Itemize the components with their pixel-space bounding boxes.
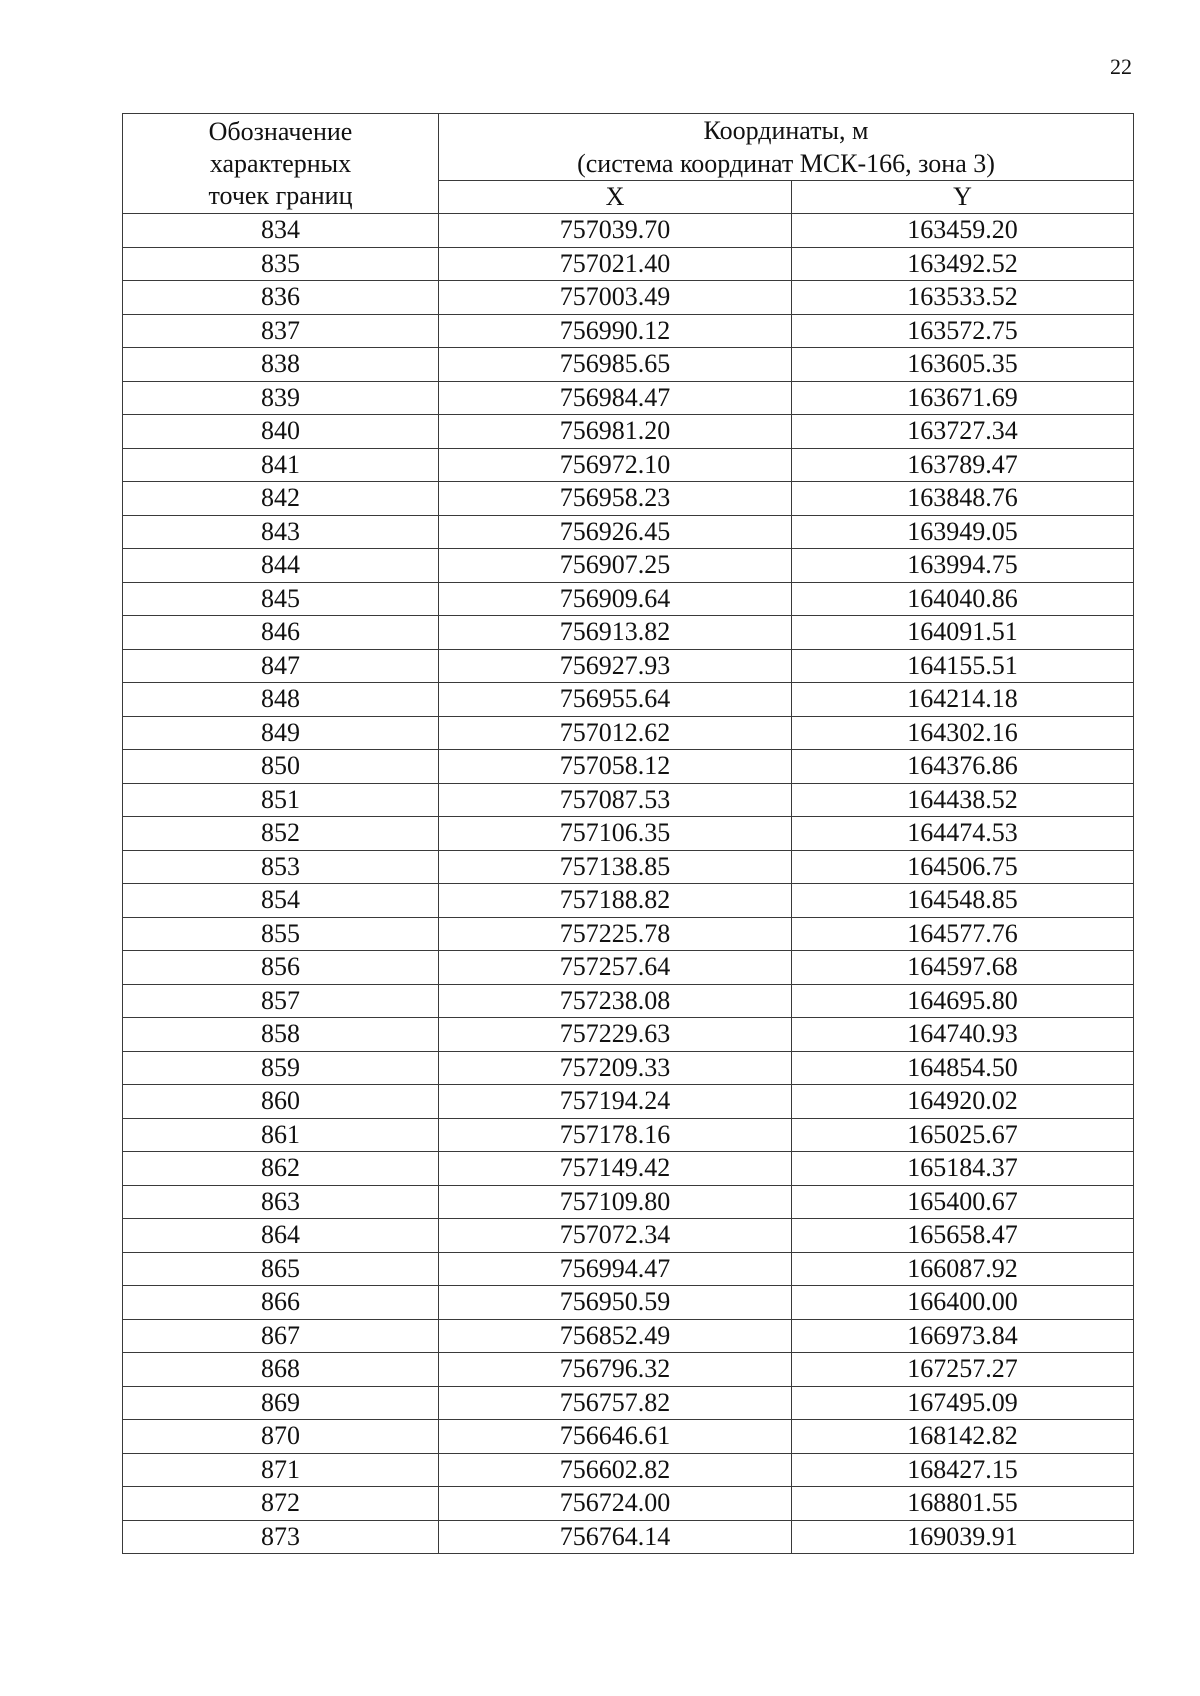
x-coordinate-cell: 756909.64 — [439, 582, 792, 616]
coordinates-table — [122, 113, 1134, 1554]
x-coordinate-cell: 757109.80 — [439, 1185, 792, 1219]
y-coordinate-cell: 164506.75 — [792, 850, 1134, 884]
y-coordinate-cell: 165400.67 — [792, 1185, 1134, 1219]
y-coordinate-cell: 167495.09 — [792, 1386, 1134, 1420]
point-number-cell: 855 — [123, 917, 439, 951]
point-number-cell: 861 — [123, 1118, 439, 1152]
x-coordinate-cell: 756950.59 — [439, 1286, 792, 1320]
x-coordinate-cell: 757238.08 — [439, 984, 792, 1018]
header-point-line: точек границ — [208, 180, 353, 210]
table-row — [123, 1319, 1134, 1353]
point-number-cell: 844 — [123, 549, 439, 583]
y-coordinate-cell: 164040.86 — [792, 582, 1134, 616]
point-number-cell: 849 — [123, 716, 439, 750]
x-coordinate-cell: 756958.23 — [439, 482, 792, 516]
y-coordinate-cell: 163572.75 — [792, 314, 1134, 348]
table-row — [123, 850, 1134, 884]
point-number-cell: 836 — [123, 281, 439, 315]
x-coordinate-cell: 756926.45 — [439, 515, 792, 549]
x-coordinate-cell: 756913.82 — [439, 616, 792, 650]
x-coordinate-cell: 756981.20 — [439, 415, 792, 449]
table-row — [123, 1051, 1134, 1085]
x-coordinate-cell: 756796.32 — [439, 1353, 792, 1387]
table-row — [123, 515, 1134, 549]
point-number-cell: 852 — [123, 817, 439, 851]
point-number-cell: 842 — [123, 482, 439, 516]
x-coordinate-cell: 757229.63 — [439, 1018, 792, 1052]
point-number-cell: 866 — [123, 1286, 439, 1320]
point-number-cell: 837 — [123, 314, 439, 348]
header-y: Y — [792, 181, 1134, 214]
y-coordinate-cell: 165184.37 — [792, 1152, 1134, 1186]
x-coordinate-cell: 757149.42 — [439, 1152, 792, 1186]
header-coords-line: Координаты, м — [703, 116, 869, 145]
y-coordinate-cell: 163789.47 — [792, 448, 1134, 482]
x-coordinate-cell: 757012.62 — [439, 716, 792, 750]
y-coordinate-cell: 168801.55 — [792, 1487, 1134, 1521]
y-coordinate-cell: 166973.84 — [792, 1319, 1134, 1353]
x-coordinate-cell: 757021.40 — [439, 247, 792, 281]
x-coordinate-cell: 757058.12 — [439, 750, 792, 784]
point-number-cell: 870 — [123, 1420, 439, 1454]
table-row — [123, 951, 1134, 985]
point-number-cell: 853 — [123, 850, 439, 884]
table-row — [123, 549, 1134, 583]
y-coordinate-cell: 166400.00 — [792, 1286, 1134, 1320]
header-coordinates — [439, 114, 1134, 181]
point-number-cell: 860 — [123, 1085, 439, 1119]
y-coordinate-cell: 163671.69 — [792, 381, 1134, 415]
x-coordinate-cell: 757087.53 — [439, 783, 792, 817]
point-number-cell: 846 — [123, 616, 439, 650]
point-number-cell: 834 — [123, 214, 439, 248]
x-coordinate-cell: 756984.47 — [439, 381, 792, 415]
y-coordinate-cell: 163848.76 — [792, 482, 1134, 516]
x-coordinate-cell: 756990.12 — [439, 314, 792, 348]
y-coordinate-cell: 165025.67 — [792, 1118, 1134, 1152]
y-coordinate-cell: 164438.52 — [792, 783, 1134, 817]
point-number-cell: 869 — [123, 1386, 439, 1420]
y-coordinate-cell: 164302.16 — [792, 716, 1134, 750]
x-coordinate-cell: 756646.61 — [439, 1420, 792, 1454]
point-number-cell: 840 — [123, 415, 439, 449]
y-coordinate-cell: 163605.35 — [792, 348, 1134, 382]
x-coordinate-cell: 757188.82 — [439, 884, 792, 918]
y-coordinate-cell: 164214.18 — [792, 683, 1134, 717]
table-row — [123, 1520, 1134, 1554]
x-coordinate-cell: 757106.35 — [439, 817, 792, 851]
point-number-cell: 867 — [123, 1319, 439, 1353]
y-coordinate-cell: 164854.50 — [792, 1051, 1134, 1085]
table-row — [123, 482, 1134, 516]
y-coordinate-cell: 164695.80 — [792, 984, 1134, 1018]
point-number-cell: 871 — [123, 1453, 439, 1487]
point-number-cell: 859 — [123, 1051, 439, 1085]
y-coordinate-cell: 166087.92 — [792, 1252, 1134, 1286]
y-coordinate-cell: 164920.02 — [792, 1085, 1134, 1119]
table-row — [123, 1453, 1134, 1487]
point-number-cell: 850 — [123, 750, 439, 784]
header-coords-line: (система координат МСК-166, зона 3) — [577, 149, 995, 178]
table-row — [123, 1487, 1134, 1521]
page-number: 22 — [1110, 54, 1132, 79]
x-coordinate-cell: 756972.10 — [439, 448, 792, 482]
table-row — [123, 381, 1134, 415]
x-coordinate-cell: 757257.64 — [439, 951, 792, 985]
table-row — [123, 683, 1134, 717]
point-number-cell: 857 — [123, 984, 439, 1018]
point-number-cell: 865 — [123, 1252, 439, 1286]
point-number-cell: 873 — [123, 1520, 439, 1554]
point-number-cell: 843 — [123, 515, 439, 549]
x-coordinate-cell: 756602.82 — [439, 1453, 792, 1487]
y-coordinate-cell: 164155.51 — [792, 649, 1134, 683]
table-row — [123, 582, 1134, 616]
y-coordinate-cell: 167257.27 — [792, 1353, 1134, 1387]
table-row — [123, 1286, 1134, 1320]
y-coordinate-cell: 163949.05 — [792, 515, 1134, 549]
y-coordinate-cell: 164548.85 — [792, 884, 1134, 918]
x-coordinate-cell: 757209.33 — [439, 1051, 792, 1085]
y-coordinate-cell: 168142.82 — [792, 1420, 1134, 1454]
y-coordinate-cell: 168427.15 — [792, 1453, 1134, 1487]
table-row — [123, 1185, 1134, 1219]
header-point-line: Обозначение — [208, 116, 353, 146]
x-coordinate-cell: 757138.85 — [439, 850, 792, 884]
x-coordinate-cell: 756907.25 — [439, 549, 792, 583]
x-coordinate-cell: 756852.49 — [439, 1319, 792, 1353]
point-number-cell: 851 — [123, 783, 439, 817]
y-coordinate-cell: 163492.52 — [792, 247, 1134, 281]
table-header — [123, 114, 1134, 214]
point-number-cell: 862 — [123, 1152, 439, 1186]
header-x: X — [439, 181, 792, 214]
x-coordinate-cell: 756764.14 — [439, 1520, 792, 1554]
y-coordinate-cell: 163994.75 — [792, 549, 1134, 583]
table-row — [123, 415, 1134, 449]
table-row — [123, 716, 1134, 750]
table-row — [123, 314, 1134, 348]
x-coordinate-cell: 757178.16 — [439, 1118, 792, 1152]
table-row — [123, 1152, 1134, 1186]
point-number-cell: 835 — [123, 247, 439, 281]
y-coordinate-cell: 163459.20 — [792, 214, 1134, 248]
table-row — [123, 1219, 1134, 1253]
x-coordinate-cell: 756955.64 — [439, 683, 792, 717]
point-number-cell: 838 — [123, 348, 439, 382]
table-row — [123, 281, 1134, 315]
y-coordinate-cell: 164091.51 — [792, 616, 1134, 650]
table-row — [123, 817, 1134, 851]
table-row — [123, 616, 1134, 650]
x-coordinate-cell: 757072.34 — [439, 1219, 792, 1253]
x-coordinate-cell: 756985.65 — [439, 348, 792, 382]
y-coordinate-cell: 169039.91 — [792, 1520, 1134, 1554]
x-coordinate-cell: 757225.78 — [439, 917, 792, 951]
y-coordinate-cell: 164474.53 — [792, 817, 1134, 851]
point-number-cell: 856 — [123, 951, 439, 985]
table-body — [123, 214, 1134, 1554]
table-row — [123, 984, 1134, 1018]
table-row — [123, 1085, 1134, 1119]
table-row — [123, 247, 1134, 281]
point-number-cell: 845 — [123, 582, 439, 616]
point-number-cell: 854 — [123, 884, 439, 918]
table-row — [123, 1420, 1134, 1454]
point-number-cell: 848 — [123, 683, 439, 717]
x-coordinate-cell: 756927.93 — [439, 649, 792, 683]
table-row — [123, 348, 1134, 382]
header-point-line: характерных — [209, 148, 352, 178]
point-number-cell: 839 — [123, 381, 439, 415]
table-row — [123, 1118, 1134, 1152]
point-number-cell: 863 — [123, 1185, 439, 1219]
y-coordinate-cell: 163727.34 — [792, 415, 1134, 449]
table-row — [123, 649, 1134, 683]
x-coordinate-cell: 757039.70 — [439, 214, 792, 248]
table-row — [123, 214, 1134, 248]
y-coordinate-cell: 163533.52 — [792, 281, 1134, 315]
point-number-cell: 872 — [123, 1487, 439, 1521]
x-coordinate-cell: 757194.24 — [439, 1085, 792, 1119]
point-number-cell: 847 — [123, 649, 439, 683]
table-row — [123, 448, 1134, 482]
x-coordinate-cell: 756757.82 — [439, 1386, 792, 1420]
table-row — [123, 917, 1134, 951]
point-number-cell: 858 — [123, 1018, 439, 1052]
table-row — [123, 1386, 1134, 1420]
y-coordinate-cell: 164376.86 — [792, 750, 1134, 784]
y-coordinate-cell: 164577.76 — [792, 917, 1134, 951]
table-row — [123, 1252, 1134, 1286]
point-number-cell: 864 — [123, 1219, 439, 1253]
x-coordinate-cell: 756724.00 — [439, 1487, 792, 1521]
y-coordinate-cell: 164740.93 — [792, 1018, 1134, 1052]
table-row — [123, 750, 1134, 784]
point-number-cell: 841 — [123, 448, 439, 482]
table-row — [123, 884, 1134, 918]
x-coordinate-cell: 756994.47 — [439, 1252, 792, 1286]
header-point-designation — [123, 114, 439, 214]
y-coordinate-cell: 164597.68 — [792, 951, 1134, 985]
table-row — [123, 783, 1134, 817]
x-coordinate-cell: 757003.49 — [439, 281, 792, 315]
y-coordinate-cell: 165658.47 — [792, 1219, 1134, 1253]
point-number-cell: 868 — [123, 1353, 439, 1387]
table-row — [123, 1353, 1134, 1387]
table-row — [123, 1018, 1134, 1052]
